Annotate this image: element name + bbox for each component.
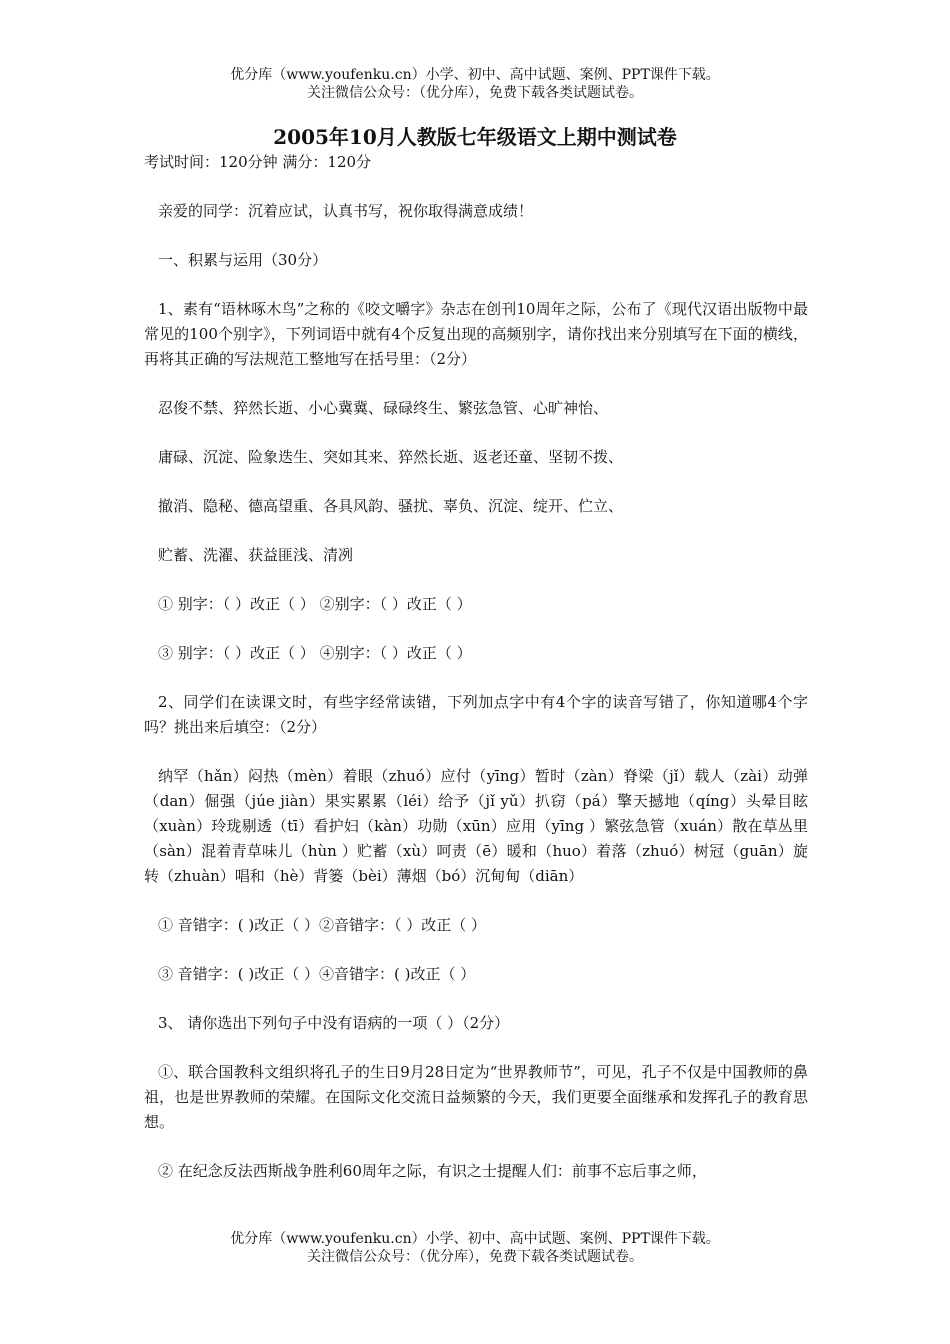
exam-info: 考试时间：120分钟 满分：120分 [144,153,372,171]
question-2-pinyin-list: 纳罕（hǎn）闷热（mèn）着眼（zhuó）应付（yīng）暂时（zàn）脊梁（jǐ）载人（zài）动弹（dan）倔强（júe jiàn）果实累累（léi）给予（jǐ yǔ）扒窃（pá）擎天撼地（qíng）头晕目眩（xuàn）玲珑剔透（tī）看护妇（kàn）功勋（xūn）应用（yīng ）繁弦急管（xuán）散在草丛里（sàn）混着青草味儿（hùn ）贮蓄（xù）呵责（ē）暖和（huo）着落（zhuó）树冠（guān）旋转（zhuàn）唱和（hè）背篓（bèi）薄烟（bó）沉甸甸（diān） [144,767,808,885]
header-line-2: 关注微信公众号：（优分库），免费下载各类试题试卷。 [307,85,643,101]
question-2-text: 2、同学们在读课文时，有些字经常读错，下列加点字中有4个字的读音写错了，你知道哪4个字吗？挑出来后填空：（2分） [144,693,808,736]
section-heading: 一、积累与运用（30分） [158,251,328,269]
greeting: 亲爱的同学：沉着应试，认真书写，祝你取得满意成绩！ [158,202,534,220]
question-1-blank-1: ① 别字：（ ）改正（ ） ②别字：（ ）改正（ ） [158,595,472,613]
header-line-1: 优分库（www.youfenku.cn）小学、初中、高中试题、案例、PPT课件下载。 [230,67,720,83]
document-body [144,150,808,1184]
page-header [0,66,950,102]
question-2-blank-1: ① 音错字：( )改正（ ）②音错字：（ ）改正（ ） [158,916,487,934]
page-title: 2005年10月人教版七年级语文上期中测试卷 [273,125,677,149]
question-1-words-line-4: 贮蓄、洗濯、获益匪浅、清冽 [158,546,354,564]
question-1-words-line-2: 庸碌、沉淀、险象迭生、突如其来、猝然长逝、返老还童、坚韧不拨、 [158,448,624,466]
question-3-option-1: ①、联合国教科文组织将孔子的生日9月28日定为“世界教师节”，可见，孔子不仅是中国教师的鼻祖，也是世界教师的荣耀。在国际文化交流日益频繁的今天，我们更要全面继承和发挥孔子的教育思想。 [144,1063,808,1131]
question-1-words-line-1: 忍俊不禁、猝然长逝、小心冀冀、碌碌终生、繁弦急管、心旷神怡、 [158,399,609,417]
footer-line-1: 优分库（www.youfenku.cn）小学、初中、高中试题、案例、PPT课件下载。 [230,1231,720,1247]
footer-line-2: 关注微信公众号：（优分库），免费下载各类试题试卷。 [307,1249,643,1265]
question-1-text: 1、素有“语林啄木鸟”之称的《咬文嚼字》杂志在创刊10周年之际，公布了《现代汉语出版物中最常见的100个别字》，下列词语中就有4个反复出现的高频别字，请你找出来分别填写在下面的横线，再将其正确的写法规范工整地写在括号里：（2分） [144,300,808,368]
question-1-blank-2: ③ 别字：（ ）改正（ ） ④别字：（ ）改正（ ） [158,644,472,662]
question-2-blank-2: ③ 音错字：( )改正（ ）④音错字：( )改正（ ） [158,965,476,983]
question-1-words-line-3: 撤消、隐秘、德高望重、各具风韵、骚扰、辜负、沉淀、绽开、伫立、 [158,497,624,515]
question-3-text: 3、 请你选出下列句子中没有语病的一项（ ）（2分） [158,1014,510,1032]
question-3-option-2: ② 在纪念反法西斯战争胜利60周年之际，有识之士提醒人们：前事不忘后事之师， [158,1162,707,1180]
page-footer [0,1230,950,1266]
